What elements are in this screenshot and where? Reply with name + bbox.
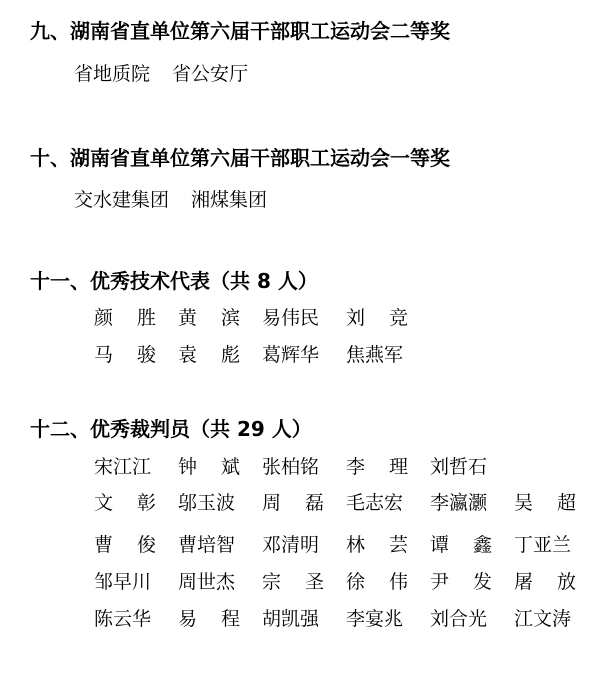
person-name: 宗 圣 <box>262 571 324 593</box>
person-name: 李瀛灏 <box>430 492 488 514</box>
person-name: 周 磊 <box>262 492 324 514</box>
section-heading-10: 十、湖南省直单位第六届干部职工运动会一等奖 <box>30 146 450 170</box>
person-name: 周世杰 <box>178 571 236 593</box>
person-name: 易 程 <box>178 608 240 630</box>
person-name: 颜 胜 <box>94 307 156 329</box>
person-name: 马 骏 <box>94 344 156 366</box>
person-name: 刘合光 <box>430 608 488 630</box>
person-name: 文 彰 <box>94 492 156 514</box>
name-row <box>94 455 584 479</box>
person-name: 焦燕军 <box>346 344 404 366</box>
name-row <box>94 491 584 515</box>
person-name: 丁亚兰 <box>514 534 572 556</box>
person-name: 邬玉波 <box>178 492 236 514</box>
award-item: 交水建集团 <box>74 189 170 211</box>
award-item: 省公安厅 <box>172 63 249 85</box>
person-name: 曹培智 <box>178 534 236 556</box>
person-name: 屠 放 <box>514 571 576 593</box>
section-heading-9: 九、湖南省直单位第六届干部职工运动会二等奖 <box>30 19 450 43</box>
person-name: 袁 彪 <box>178 344 240 366</box>
person-name: 吴 超 <box>514 492 576 514</box>
person-name: 刘哲石 <box>430 456 488 478</box>
name-row <box>94 607 584 631</box>
person-name: 李 理 <box>346 456 408 478</box>
person-name: 张柏铭 <box>262 456 320 478</box>
person-name: 宋江江 <box>94 456 152 478</box>
person-name: 毛志宏 <box>346 492 404 514</box>
person-name: 邓清明 <box>262 534 320 556</box>
person-name: 谭 鑫 <box>430 534 492 556</box>
name-row <box>94 306 584 330</box>
person-name: 葛辉华 <box>262 344 320 366</box>
person-name: 陈云华 <box>94 608 152 630</box>
award-list-10 <box>74 188 267 212</box>
person-name: 林 芸 <box>346 534 408 556</box>
section-heading-12: 十二、优秀裁判员（共 29 人） <box>30 417 312 441</box>
person-name: 钟 斌 <box>178 456 240 478</box>
award-item: 湘煤集团 <box>191 189 268 211</box>
award-list-9 <box>74 62 248 86</box>
person-name: 尹 发 <box>430 571 492 593</box>
person-name: 易伟民 <box>262 307 320 329</box>
award-item: 省地质院 <box>74 63 151 85</box>
person-name: 胡凯强 <box>262 608 320 630</box>
name-row <box>94 343 584 367</box>
person-name: 刘 竞 <box>346 307 408 329</box>
person-name: 邹早川 <box>94 571 152 593</box>
person-name: 徐 伟 <box>346 571 408 593</box>
name-row <box>94 570 584 594</box>
section-heading-11: 十一、优秀技术代表（共 8 人） <box>30 269 318 293</box>
person-name: 曹 俊 <box>94 534 156 556</box>
person-name: 江文涛 <box>514 608 572 630</box>
person-name: 黄 滨 <box>178 307 240 329</box>
name-row <box>94 533 584 557</box>
person-name: 李宴兆 <box>346 608 404 630</box>
